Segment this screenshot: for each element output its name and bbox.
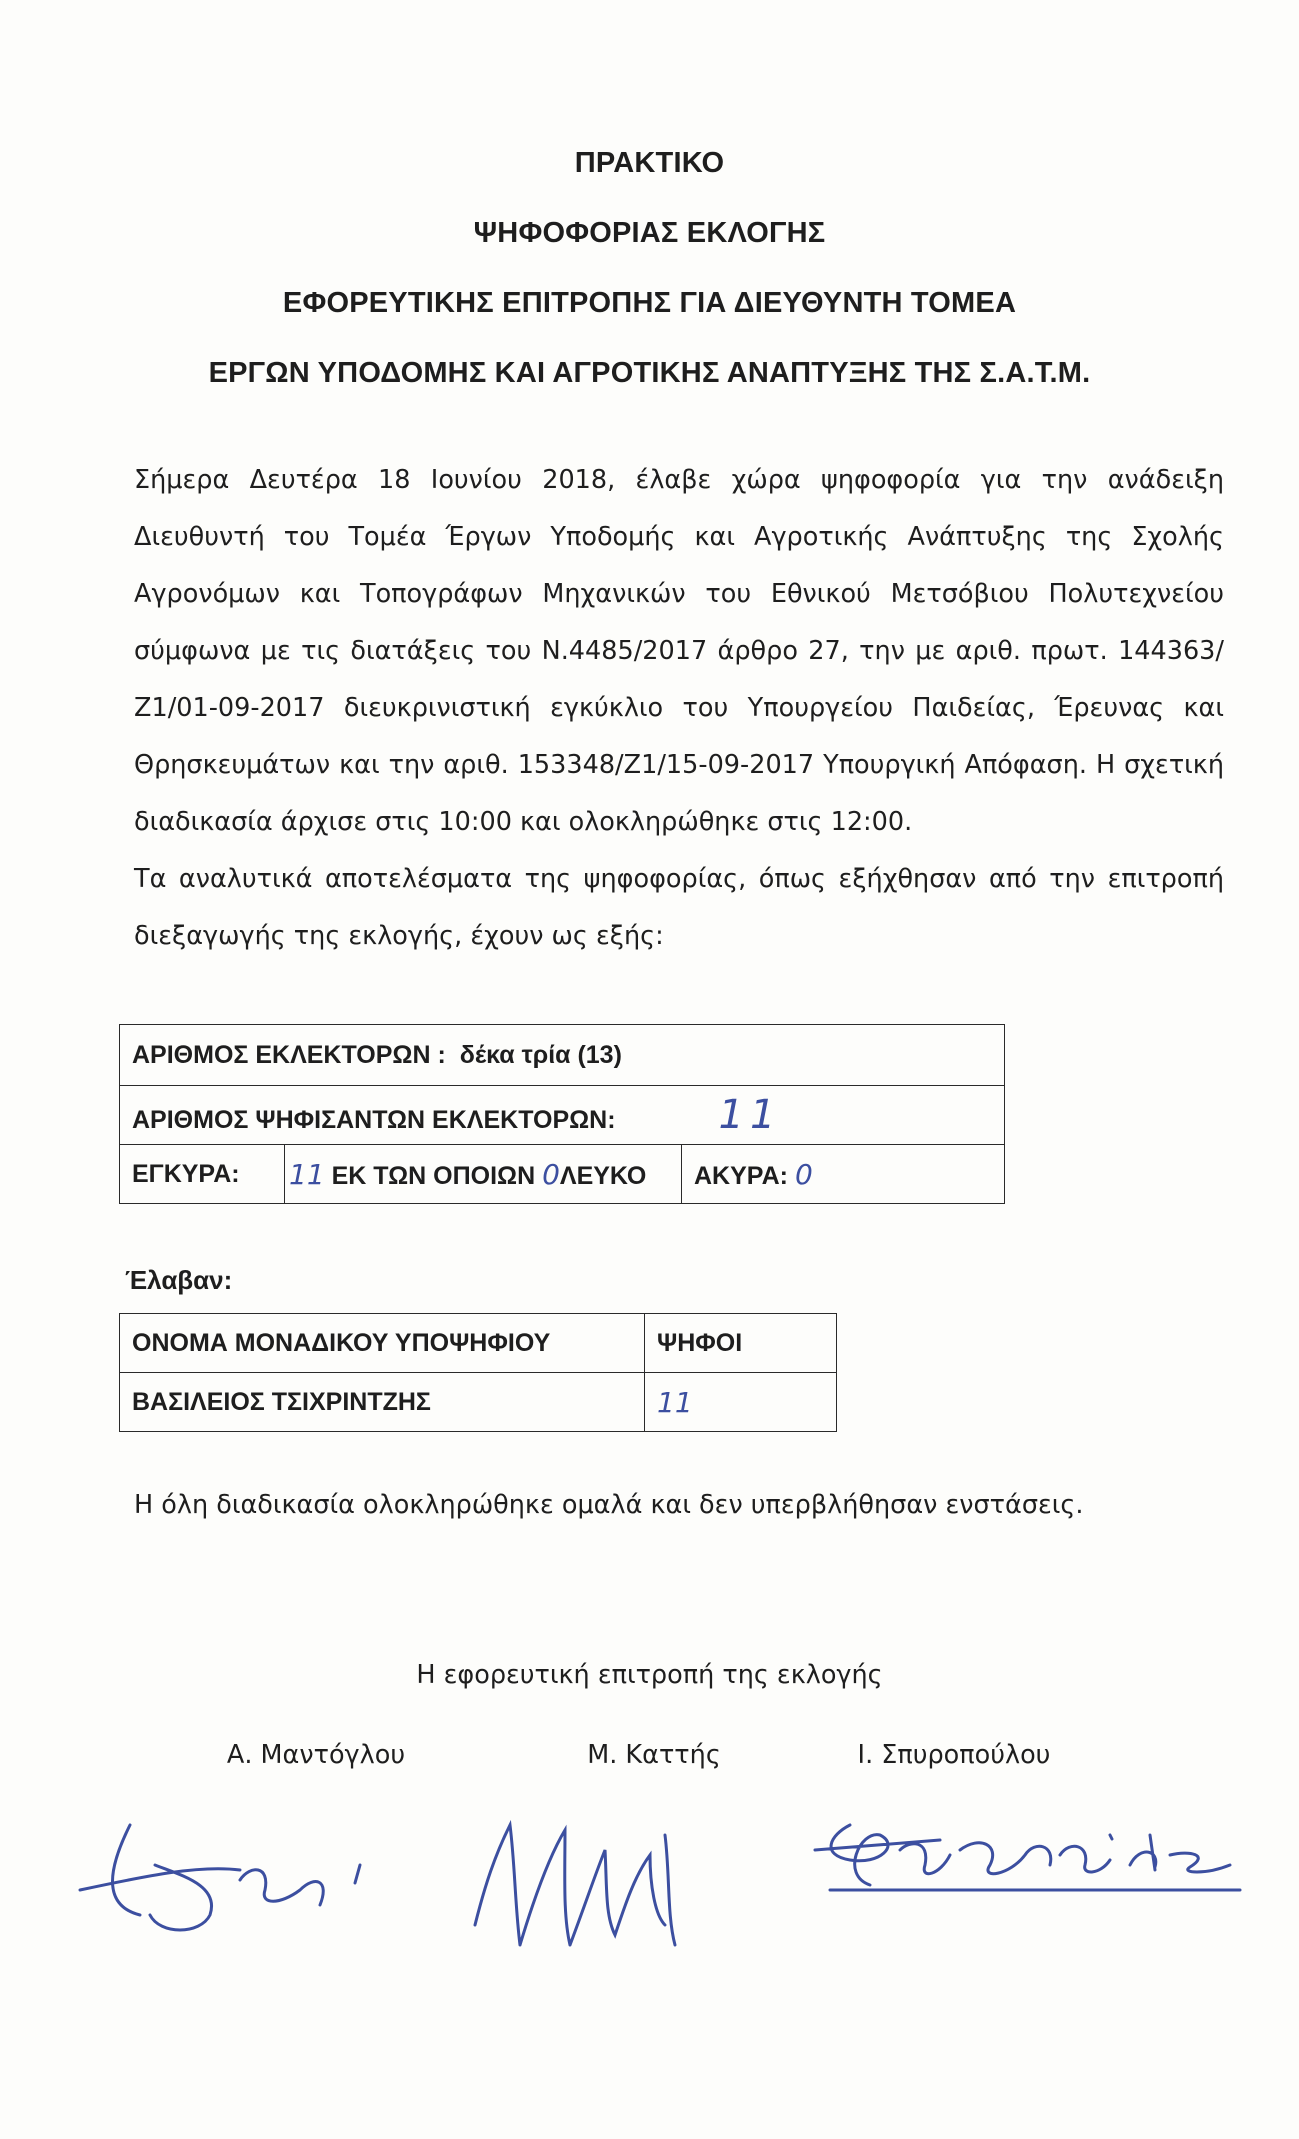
valid-label-cell [120, 1145, 285, 1204]
closing-statement: Η όλη διαδικασία ολοκληρώθηκε ομαλά και δεν υπερβλήθησαν ενστάσεις. [134, 1490, 1084, 1520]
candidates-table [119, 1313, 837, 1432]
signature-3-icon [810, 1795, 1250, 1905]
electors-label: ΑΡΙΘΜΟΣ ΕΚΛΕΚΤΟΡΩΝ : [132, 1040, 446, 1069]
blank-label-post: ΛΕΥΚΟ [559, 1161, 647, 1190]
electors-value: δέκα τρία (13) [459, 1040, 622, 1069]
table-row [120, 1145, 1005, 1204]
electors-cell [120, 1025, 1005, 1086]
valid-value: 11 [289, 1157, 325, 1191]
received-label: Έλαβαν: [125, 1265, 233, 1295]
voted-label: ΑΡΙΘΜΟΣ ΨΗΦΙΣΑΝΤΩΝ ΕΚΛΕΚΤΟΡΩΝ: [132, 1106, 616, 1134]
title-line-1: ΠΡΑΚΤΙΚΟ [574, 147, 725, 179]
voted-cell [120, 1086, 1005, 1145]
title-line-2: ΨΗΦΟΦΟΡΙΑΣ ΕΚΛΟΓΗΣ [473, 217, 826, 249]
committee-heading: Η εφορευτική επιτροπή της εκλογής [416, 1660, 883, 1690]
results-intro-paragraph: Τα αναλυτικά αποτελέσματα της ψηφοφορίας, όπως εξήχθησαν από την επιτροπή διεξαγωγής της εκλογής, έχουν ως εξής: [134, 864, 1224, 951]
title-line-3: ΕΦΟΡΕΥΤΙΚΗΣ ΕΠΙΤΡΟΠΗΣ ΓΙΑ ΔΙΕΥΘΥΝΤΗ ΤΟΜΕΑ [282, 287, 1017, 319]
valid-label: ΕΓΚΥΡΑ: [132, 1159, 240, 1188]
header-name-cell: ΟΝΟΜΑ ΜΟΝΑΔΙΚΟΥ ΥΠΟΨΗΦΙΟΥ [120, 1314, 645, 1373]
intro-paragraph: Σήμερα Δευτέρα 18 Ιουνίου 2018, έλαβε χώρα ψηφοφορία για την ανάδειξη Διευθυντή του Τομέα Έργων Υποδομής και Αγροτικής Ανάπτυξης της Σχολής Αγρονόμων και Τοπογράφων Μηχανικών του Εθνικού Μετσόβιου Πολυτεχνείου σύμφωνα με τις διατάξεις του Ν.4485/2017 άρθρο 27, την με αριθ. πρωτ. 144363/Ζ1/01-09-2017 διευκρινιστική εγκύκλιο του Υπουργείου Παιδείας, Έρευνας και Θρησκευμάτων και την αριθ. 153348/Ζ1/15-09-2017 Υπουργική Απόφαση. Η σχετική διαδικασία άρχισε στις 10:00 και ολοκληρώθηκε στις 12:00. [134, 465, 1224, 837]
voters-table [119, 1024, 1005, 1204]
signature-2-icon [455, 1795, 715, 1965]
blank-value: 0 [542, 1157, 560, 1191]
title-line-4: ΕΡΓΩΝ ΥΠΟΔΟΜΗΣ ΚΑΙ ΑΓΡΟΤΙΚΗΣ ΑΝΑΠΤΥΞΗΣ ΤΗΣ Σ.Α.Τ.Μ. [208, 357, 1091, 389]
blank-label-pre: ΕΚ ΤΩΝ ΟΠΟΙΩΝ [331, 1161, 536, 1190]
candidate-votes-cell [645, 1373, 837, 1432]
member-name-2: Μ. Καττής [587, 1740, 721, 1770]
title-block [0, 128, 1299, 408]
table-row [120, 1025, 1005, 1086]
header-votes-cell: ΨΗΦΟΙ [645, 1314, 837, 1373]
member-name-3: Ι. Σπυροπούλου [857, 1740, 1051, 1770]
signature-1-icon [70, 1795, 390, 1945]
body-text [134, 452, 1224, 965]
table-row [120, 1086, 1005, 1145]
voted-value: 11 [718, 1092, 782, 1138]
invalid-value: 0 [794, 1157, 813, 1191]
table-row [120, 1373, 837, 1432]
candidate-votes-value: 11 [657, 1385, 693, 1419]
member-name-1: Α. Μαντόγλου [226, 1740, 406, 1770]
blank-cell [285, 1145, 682, 1204]
invalid-cell [682, 1145, 1005, 1204]
invalid-label: ΑΚΥΡΑ: [694, 1161, 788, 1190]
table-row [120, 1314, 837, 1373]
candidate-name-cell: ΒΑΣΙΛΕΙΟΣ ΤΣΙΧΡΙΝΤΖΗΣ [120, 1373, 645, 1432]
